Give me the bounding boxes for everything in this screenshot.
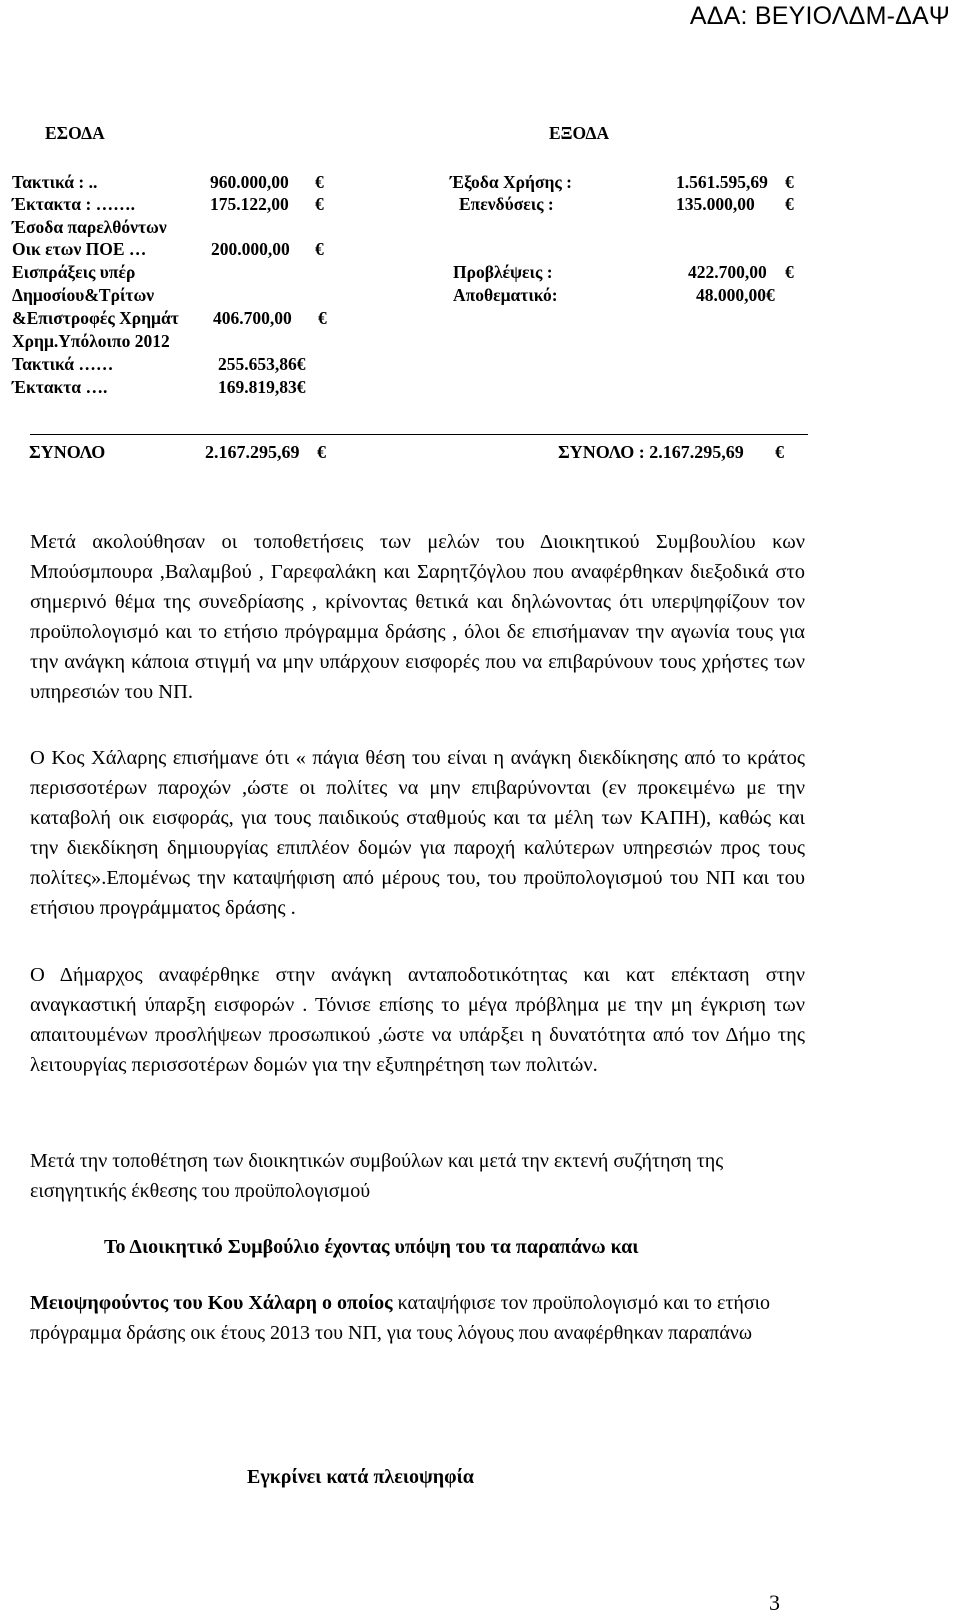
income-label: Δημοσίου&Τρίτων	[12, 285, 155, 305]
income-label: Έκτακτα : …….	[12, 194, 136, 214]
expense-label: Αποθεματικό:	[453, 285, 558, 305]
income-amount: 175.122,00	[210, 194, 289, 214]
paragraph-chalaris: Ο Κος Χάλαρης επισήμανε ότι « πάγια θέση του είναι η ανάγκη διεκδίκησης από το κράτος περισσοτέρων παροχών ,ώστε οι πολίτες να μην επιβαρύνονται (εν προκειμένω με την καταβολή οικ εισφοράς, για τους παιδικούς σταθμούς και τα μέλη των ΚΑΠΗ), καθώς και την διεκδίκηση δημιουργίας επιπλέον δομών για παροχή καλύτερων υπηρεσιών προς τους πολίτες».Επομένως την καταψήφιση από μέρους του, του προϋπολογισμού του ΝΠ και του ετήσιου προγράμματος δράσης .	[30, 747, 805, 919]
income-row	[12, 330, 170, 352]
expense-title: ΕΞΟΔΑ	[549, 123, 610, 143]
euro-sign: €	[315, 172, 324, 192]
income-label: Τακτικά : ..	[12, 172, 98, 192]
income-label: &Επιστροφές Χρημάτ	[12, 308, 179, 328]
income-label: Έκτακτα ….	[12, 377, 108, 397]
expense-amount: 422.700,00	[688, 262, 767, 282]
income-row	[12, 353, 113, 375]
income-title: ΕΣΟΔΑ	[45, 123, 105, 143]
page-number: 3	[769, 1590, 780, 1615]
paragraph-after-discussion: Μετά την τοποθέτηση των διοικητικών συμβούλων και μετά την εκτενή συζήτηση της εισηγητικής έκθεσης του προϋπολογισμού	[30, 1150, 724, 1202]
income-row	[12, 193, 135, 215]
minority-vote-bold: Μειοψηφούντος του Κου Χάλαρη ο οποίος	[30, 1292, 393, 1314]
euro-sign: €	[317, 442, 326, 462]
income-row	[12, 261, 135, 283]
income-amount: 169.819,83€	[218, 377, 306, 397]
income-amount: 255.653,86€	[218, 354, 306, 374]
income-label: Χρημ.Υπόλοιπο 2012	[12, 331, 170, 351]
income-row	[12, 376, 107, 398]
income-total-amount: 2.167.295,69	[205, 442, 300, 462]
euro-sign: €	[785, 262, 794, 282]
expense-label: Προβλέψεις :	[453, 262, 553, 282]
income-row	[12, 284, 154, 306]
income-total-label: ΣΥΝΟΛΟ	[29, 442, 106, 462]
expense-amount: 135.000,00	[676, 194, 755, 214]
minority-vote-text: καταψήφισε τον προϋπολογισμό και το ετήσιο πρόγραμμα δράσης οικ έτους 2013 του ΝΠ, για τους λόγους που αναφέρθηκαν παραπάνω	[30, 1292, 771, 1344]
income-label: Έσοδα παρελθόντων	[12, 217, 167, 237]
euro-sign: €	[318, 308, 327, 328]
income-label: Τακτικά ……	[12, 354, 114, 374]
expense-label: Επενδύσεις :	[459, 194, 554, 214]
income-row	[12, 307, 179, 329]
income-row	[12, 171, 97, 193]
euro-sign: €	[785, 194, 794, 214]
euro-sign: €	[315, 194, 324, 214]
income-row	[12, 238, 146, 260]
euro-sign: €	[785, 172, 794, 192]
income-amount: 406.700,00	[213, 308, 292, 328]
paragraph-board-positions: Μετά ακολούθησαν οι τοποθετήσεις των μελών του Διοικητικού Συμβουλίου κων Μπούσμπουρα ,Βαλαμβού , Γαρεφαλάκη και Σαρητζόγλου που αναφέρθηκαν διεξοδικά στο σημερινό θέμα της συνεδρίασης , κρίνοντας θετικά και δηλώνοντας ότι υπερψηφίζουν τον προϋπολογισμό και το ετήσιο πρόγραμμα δράσης , όλοι δε επισήμαναν την αγωνία τους για την ανάγκη κάποια στιγμή να μην υπάρχουν εισφορές που να επιβαρύνουν τους χρήστες των υπηρεσιών του ΝΠ.	[30, 531, 805, 703]
approval-statement: Εγκρίνει κατά πλειοψηφία	[247, 1466, 474, 1488]
income-amount: 960.000,00	[210, 172, 289, 192]
ada-code: ΑΔΑ: ΒΕΥΙΟΛΔΜ-ΔΑΨ	[689, 2, 950, 30]
euro-sign: €	[315, 239, 324, 259]
expense-total: ΣΥΝΟΛΟ : 2.167.295,69	[558, 442, 744, 462]
expense-label: Έξοδα Χρήσης :	[450, 172, 572, 192]
income-row	[12, 216, 167, 238]
income-amount: 200.000,00	[211, 239, 290, 259]
expense-amount: 48.000,00€	[696, 285, 775, 305]
income-label: Οικ ετων ΠΟΕ …	[12, 239, 147, 259]
expense-amount: 1.561.595,69	[676, 172, 768, 192]
paragraph-mayor: Ο Δήμαρχος αναφέρθηκε στην ανάγκη ανταποδοτικότητας και κατ επέκταση στην αναγκαστική ύπαρξη εισφορών . Τόνισε επίσης το μέγα πρόβλημα με την μη έγκριση των απαιτουμένων προσλήψεων προσωπικού ,ώστε να υπάρξει η δυνατότητα από τον Δήμο της λειτουργίας περισσοτέρων δομών για την εξυπηρέτηση των πολιτών.	[30, 964, 805, 1076]
income-label: Εισπράξεις υπέρ	[12, 262, 136, 282]
table-divider	[30, 434, 808, 435]
board-statement: Το Διοικητικό Συμβούλιο έχοντας υπόψη του τα παραπάνω και	[104, 1236, 639, 1258]
paragraph-minority-vote	[30, 1288, 820, 1348]
euro-sign: €	[775, 442, 784, 462]
